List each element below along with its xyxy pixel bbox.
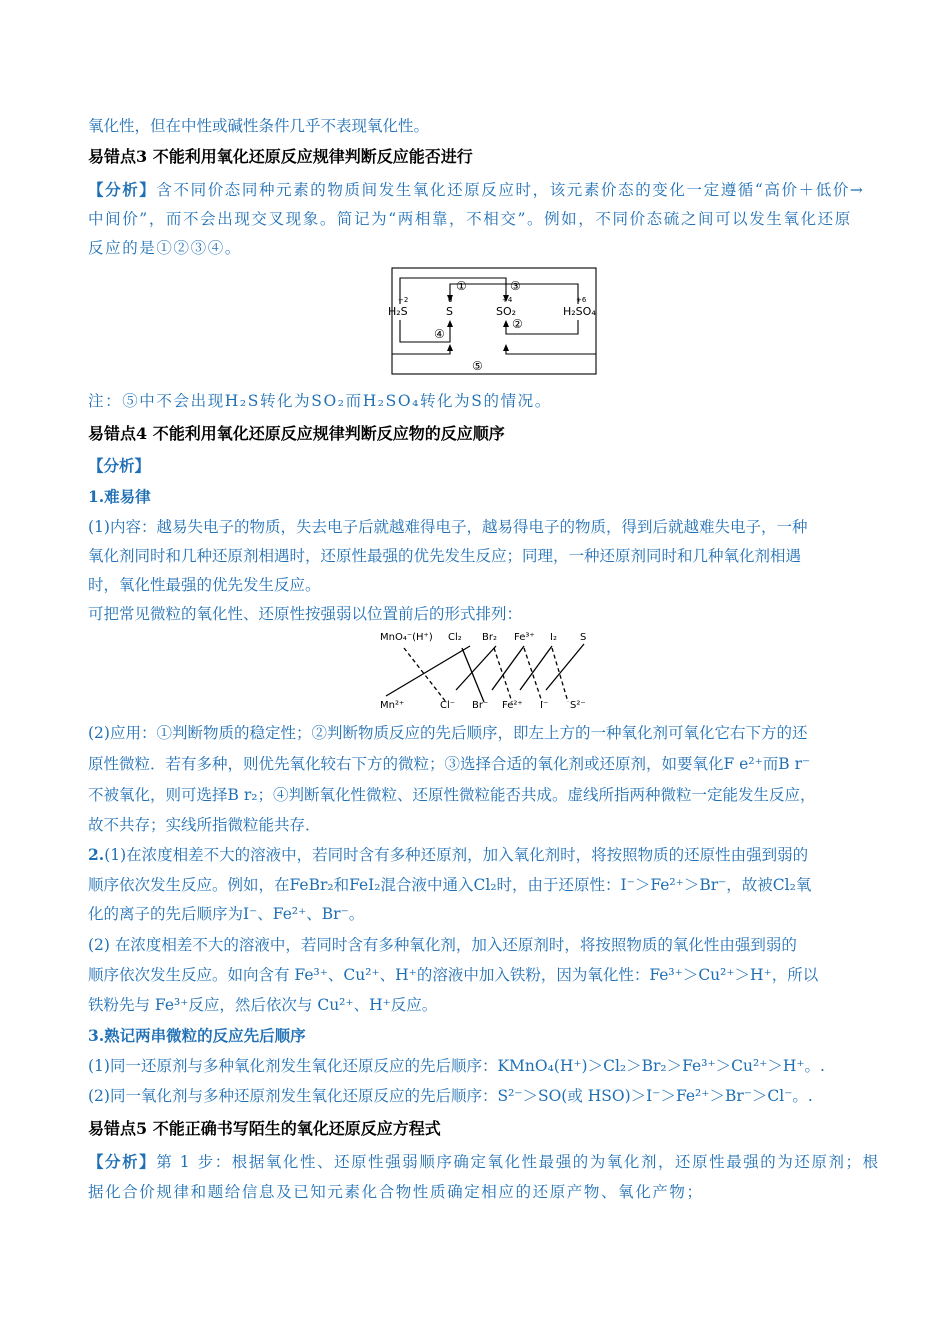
valence-label: −2 [398, 296, 409, 304]
top-particle: Cl₂ [448, 632, 462, 643]
top-particle: Br₂ [482, 632, 497, 643]
analysis-line [88, 1152, 880, 1172]
section-heading-4: 易错点4 不能利用氧化还原反应规律判断反应物的反应顺序 [88, 424, 505, 443]
bottom-particle: S²⁻ [570, 700, 586, 711]
note-line: 注：⑤中不会出现H₂S转化为SO₂而H₂SO₄转化为S的情况。 [88, 392, 552, 410]
analysis-tag: 【分析】 [88, 1152, 157, 1171]
analysis-tag: 【分析】 [88, 456, 151, 475]
paragraph-line: (2)应用：①判断物质的稳定性；②判断物质反应的先后顺序，即左上方的一种氧化剂可氧化它右下方的还 [88, 724, 808, 742]
paragraph-line: (2) 在浓度相差不大的溶液中，若同时含有多种氧化剂，加入还原剂时，将按照物质的氧化性由强到弱的 [88, 936, 797, 954]
analysis-line [88, 180, 865, 200]
particle-order-diagram [378, 626, 614, 712]
bottom-particle: Cl⁻ [440, 700, 456, 711]
species-label: H₂SO₄ [563, 305, 596, 318]
top-particle: Fe³⁺ [514, 632, 535, 643]
paragraph-line: 化的离子的先后顺序为I⁻、Fe²⁺、Br⁻。 [88, 905, 365, 923]
paragraph-line: (1)同一还原剂与多种氧化剂发生氧化还原反应的先后顺序：KMnO₄(H⁺)＞Cl₂＞Br₂＞Fe³⁺＞Cu²⁺＞H⁺。. [88, 1057, 825, 1075]
subheading-2-number: 2. [88, 845, 105, 864]
arrow-label-1: ① [456, 279, 467, 293]
section-heading-3: 易错点3 不能利用氧化还原反应规律判断反应能否进行 [88, 147, 473, 166]
analysis-text: 含不同价态同种元素的物质间发生氧化还原反应时，该元素价态的变化一定遵循“高价＋低价→ [156, 181, 865, 199]
paragraph-text: (1)在浓度相差不大的溶液中，若同时含有多种还原剂，加入氧化剂时，将按照物质的还原性由强到弱的 [104, 846, 809, 864]
paragraph-line: (2)同一氧化剂与多种还原剂发生氧化还原反应的先后顺序：S²⁻＞SO(或 HSO)＞I⁻＞Fe²⁺＞Br⁻＞Cl⁻。. [88, 1087, 813, 1105]
paragraph-line: 铁粉先与 Fe³⁺反应，然后依次与 Cu²⁺、H⁺反应。 [88, 996, 438, 1014]
top-particle: S [580, 632, 587, 643]
analysis-line: 中间价”，而不会出现交叉现象。简记为“两相靠，不相交”。例如，不同价态硫之间可以发生氧化还原 [88, 210, 852, 228]
arrow-label-5: ⑤ [472, 359, 483, 373]
arrow-label-3: ③ [510, 279, 521, 293]
paragraph-line: 氧化性，但在中性或碱性条件几乎不表现氧化性。 [88, 117, 430, 135]
subheading-1: 1.难易律 [88, 487, 151, 506]
arrow-label-2: ② [512, 317, 523, 331]
arrow-label-4: ④ [434, 327, 445, 341]
sulfur-valence-diagram [378, 262, 610, 380]
paragraph-line: (1)内容：越易失电子的物质，失去电子后就越难得电子，越易得电子的物质，得到后就越难失电子，一种 [88, 518, 808, 536]
valence-label: +4 [502, 296, 513, 304]
bottom-particle: Br⁻ [472, 700, 489, 711]
analysis-line: 反应的是①②③④。 [88, 239, 242, 257]
analysis-tag: 【分析】 [88, 180, 157, 199]
paragraph-line: 原性微粒．若有多种，则优先氧化较右下方的微粒；③选择合适的氧化剂或还原剂，如要氧化F e²⁺而B r⁻ [88, 755, 811, 773]
paragraph-line: 不被氧化，则可选择B r₂；④判断氧化性微粒、还原性微粒能否共成。虚线所指两种微粒一定能发生反应， [88, 786, 816, 804]
species-label: SO₂ [496, 305, 517, 318]
valence-label: +6 [576, 296, 587, 304]
species-label: S [446, 305, 453, 318]
top-particle: MnO₄⁻(H⁺) [380, 632, 433, 643]
paragraph-line: 顺序依次发生反应。例如，在FeBr₂和FeI₂混合液中通入Cl₂时，由于还原性：I⁻＞Fe²⁺＞Br⁻，故被Cl₂氧 [88, 876, 812, 894]
species-label: H₂S [388, 305, 408, 318]
bottom-particle: Fe²⁺ [502, 700, 523, 711]
paragraph-line: 顺序依次发生反应。如向含有 Fe³⁺、Cu²⁺、H⁺的溶液中加入铁粉，因为氧化性：Fe³⁺＞Cu²⁺＞H⁺，所以 [88, 966, 819, 984]
top-particle: I₂ [550, 632, 557, 643]
paragraph-line: 可把常见微粒的氧化性、还原性按强弱以位置前后的形式排列： [88, 605, 523, 623]
bottom-particle: I⁻ [540, 700, 549, 711]
paragraph-line: 时，氧化性最强的优先发生反应。 [88, 576, 321, 594]
subheading-3: 3.熟记两串微粒的反应先后顺序 [88, 1026, 306, 1045]
valence-label: 0 [448, 296, 453, 304]
paragraph-line [88, 845, 808, 865]
bottom-particle: Mn²⁺ [380, 700, 405, 711]
analysis-line: 据化合价规律和题给信息及已知元素化合物性质确定相应的还原产物、氧化产物； [88, 1183, 704, 1201]
paragraph-line: 氧化剂同时和几种还原剂相遇时，还原性最强的优先发生反应；同理，一种还原剂同时和几种氧化剂相遇 [88, 547, 802, 565]
paragraph-line: 故不共存；实线所指微粒能共存． [88, 816, 321, 834]
section-heading-5: 易错点5 不能正确书写陌生的氧化还原反应方程式 [88, 1119, 441, 1138]
analysis-text: 第 1 步：根据氧化性、还原性强弱顺序确定氧化性最强的为氧化剂，还原性最强的为还原剂；根 [156, 1153, 880, 1171]
